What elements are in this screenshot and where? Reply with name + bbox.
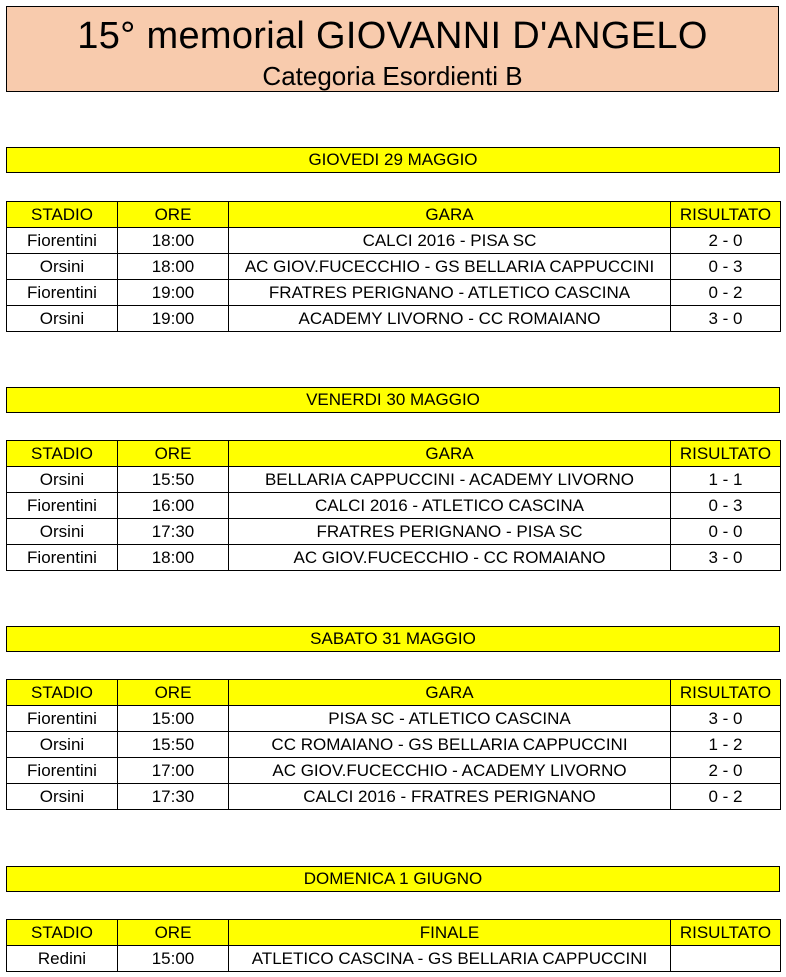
time-cell: 15:00: [118, 946, 229, 972]
result-cell: 2 - 0: [671, 228, 781, 254]
column-header: FINALE: [229, 920, 671, 946]
schedule-table: [6, 919, 781, 972]
stadium-cell: Orsini: [7, 306, 118, 332]
time-cell: 17:30: [118, 784, 229, 810]
day-header: GIOVEDI 29 MAGGIO: [6, 147, 780, 173]
time-cell: 18:00: [118, 545, 229, 571]
table-row: [7, 545, 781, 571]
time-cell: 15:00: [118, 706, 229, 732]
match-cell: PISA SC - ATLETICO CASCINA: [229, 706, 671, 732]
table-row: [7, 467, 781, 493]
stadium-cell: Orsini: [7, 519, 118, 545]
table-header-row: [7, 680, 781, 706]
time-cell: 15:50: [118, 732, 229, 758]
schedule-table: [6, 679, 781, 810]
column-header: RISULTATO: [671, 441, 781, 467]
result-cell: 3 - 0: [671, 706, 781, 732]
column-header: ORE: [118, 441, 229, 467]
column-header: GARA: [229, 441, 671, 467]
match-cell: CC ROMAIANO - GS BELLARIA CAPPUCCINI: [229, 732, 671, 758]
table-row: [7, 758, 781, 784]
stadium-cell: Fiorentini: [7, 758, 118, 784]
time-cell: 18:00: [118, 228, 229, 254]
table-row: [7, 280, 781, 306]
result-cell: [671, 946, 781, 972]
column-header: STADIO: [7, 680, 118, 706]
match-cell: CALCI 2016 - ATLETICO CASCINA: [229, 493, 671, 519]
time-cell: 19:00: [118, 280, 229, 306]
stadium-cell: Fiorentini: [7, 228, 118, 254]
stadium-cell: Redini: [7, 946, 118, 972]
schedule-table: [6, 201, 781, 332]
stadium-cell: Fiorentini: [7, 493, 118, 519]
match-cell: CALCI 2016 - FRATRES PERIGNANO: [229, 784, 671, 810]
match-cell: ATLETICO CASCINA - GS BELLARIA CAPPUCCINI: [229, 946, 671, 972]
result-cell: 2 - 0: [671, 758, 781, 784]
schedule-table: [6, 440, 781, 571]
match-cell: ACADEMY LIVORNO - CC ROMAIANO: [229, 306, 671, 332]
match-cell: FRATRES PERIGNANO - ATLETICO CASCINA: [229, 280, 671, 306]
table-header-row: [7, 202, 781, 228]
time-cell: 17:00: [118, 758, 229, 784]
match-cell: AC GIOV.FUCECCHIO - ACADEMY LIVORNO: [229, 758, 671, 784]
table-header-row: [7, 441, 781, 467]
result-cell: 3 - 0: [671, 306, 781, 332]
page-subtitle: Categoria Esordienti B: [262, 61, 523, 91]
column-header: RISULTATO: [671, 202, 781, 228]
table-row: [7, 254, 781, 280]
column-header: ORE: [118, 680, 229, 706]
result-cell: 0 - 3: [671, 254, 781, 280]
table-row: [7, 493, 781, 519]
time-cell: 17:30: [118, 519, 229, 545]
result-cell: 3 - 0: [671, 545, 781, 571]
match-cell: BELLARIA CAPPUCCINI - ACADEMY LIVORNO: [229, 467, 671, 493]
time-cell: 16:00: [118, 493, 229, 519]
stadium-cell: Orsini: [7, 254, 118, 280]
column-header: RISULTATO: [671, 680, 781, 706]
day-header: SABATO 31 MAGGIO: [6, 626, 780, 652]
time-cell: 18:00: [118, 254, 229, 280]
table-row: [7, 946, 781, 972]
match-cell: AC GIOV.FUCECCHIO - CC ROMAIANO: [229, 545, 671, 571]
stadium-cell: Orsini: [7, 784, 118, 810]
result-cell: 0 - 2: [671, 280, 781, 306]
result-cell: 1 - 1: [671, 467, 781, 493]
stadium-cell: Fiorentini: [7, 545, 118, 571]
page-title: 15° memorial GIOVANNI D'ANGELO: [77, 15, 708, 57]
stadium-cell: Orsini: [7, 732, 118, 758]
column-header: ORE: [118, 920, 229, 946]
day-header: DOMENICA 1 GIUGNO: [6, 866, 780, 892]
result-cell: 0 - 0: [671, 519, 781, 545]
table-row: [7, 784, 781, 810]
column-header: GARA: [229, 202, 671, 228]
title-box: [6, 6, 779, 92]
stadium-cell: Fiorentini: [7, 280, 118, 306]
column-header: STADIO: [7, 920, 118, 946]
column-header: STADIO: [7, 202, 118, 228]
match-cell: CALCI 2016 - PISA SC: [229, 228, 671, 254]
time-cell: 19:00: [118, 306, 229, 332]
day-header: VENERDI 30 MAGGIO: [6, 387, 780, 413]
column-header: STADIO: [7, 441, 118, 467]
column-header: GARA: [229, 680, 671, 706]
result-cell: 0 - 3: [671, 493, 781, 519]
column-header: RISULTATO: [671, 920, 781, 946]
time-cell: 15:50: [118, 467, 229, 493]
result-cell: 1 - 2: [671, 732, 781, 758]
table-header-row: [7, 920, 781, 946]
match-cell: AC GIOV.FUCECCHIO - GS BELLARIA CAPPUCCINI: [229, 254, 671, 280]
table-row: [7, 519, 781, 545]
table-row: [7, 732, 781, 758]
table-row: [7, 306, 781, 332]
stadium-cell: Fiorentini: [7, 706, 118, 732]
table-row: [7, 228, 781, 254]
result-cell: 0 - 2: [671, 784, 781, 810]
stadium-cell: Orsini: [7, 467, 118, 493]
match-cell: FRATRES PERIGNANO - PISA SC: [229, 519, 671, 545]
column-header: ORE: [118, 202, 229, 228]
table-row: [7, 706, 781, 732]
